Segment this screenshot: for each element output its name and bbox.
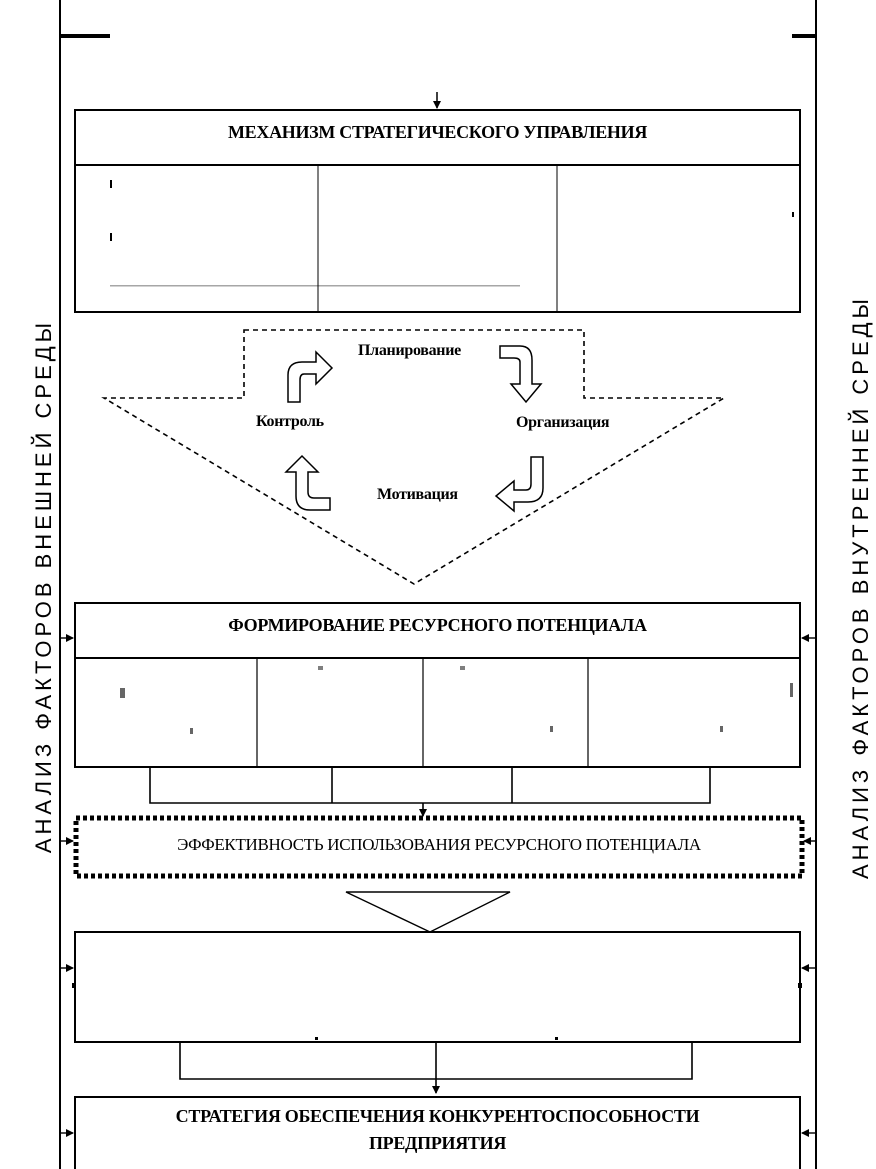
result-connector bbox=[180, 1042, 692, 1093]
left-side-arrows bbox=[60, 638, 73, 1133]
strategy-title-line1: СТРАТЕГИЯ ОБЕСПЕЧЕНИЯ КОНКУРЕНТОСПОСОБНОСТИ bbox=[175, 1106, 700, 1126]
cycle-arrow-organization-to-motivation bbox=[496, 457, 543, 511]
resource-connector bbox=[150, 767, 710, 816]
cycle-label-organization: Организация bbox=[516, 414, 610, 431]
cycle-arrow-control-to-planning bbox=[288, 352, 332, 402]
efficiency-title: ЭФФЕКТИВНОСТЬ ИСПОЛЬЗОВАНИЯ РЕСУРСНОГО ПОТЕНЦИАЛА bbox=[177, 835, 701, 854]
mechanism-title: МЕХАНИЗМ СТРАТЕГИЧЕСКОГО УПРАВЛЕНИЯ bbox=[227, 122, 648, 142]
left-side-label: АНАЛИЗ ФАКТОРОВ ВНЕШНЕЙ СРЕДЫ bbox=[31, 318, 56, 854]
efficiency-to-result-arrow bbox=[346, 892, 510, 932]
cycle-label-planning: Планирование bbox=[358, 342, 461, 359]
management-cycle-funnel bbox=[104, 330, 724, 584]
right-side-arrows bbox=[802, 638, 816, 1133]
cycle-arrow-planning-to-organization bbox=[500, 346, 541, 402]
cycle-label-motivation: Мотивация bbox=[377, 486, 458, 503]
resource-potential-title: ФОРМИРОВАНИЕ РЕСУРСНОГО ПОТЕНЦИАЛА bbox=[228, 615, 647, 635]
cycle-label-control: Контроль bbox=[256, 413, 324, 430]
strategy-title-line2: ПРЕДПРИЯТИЯ bbox=[368, 1133, 507, 1153]
result-box bbox=[75, 932, 800, 1042]
cycle-arrow-motivation-to-control bbox=[286, 456, 330, 510]
right-side-label: АНАЛИЗ ФАКТОРОВ ВНУТРЕННЕЙ СРЕДЫ bbox=[848, 294, 873, 880]
